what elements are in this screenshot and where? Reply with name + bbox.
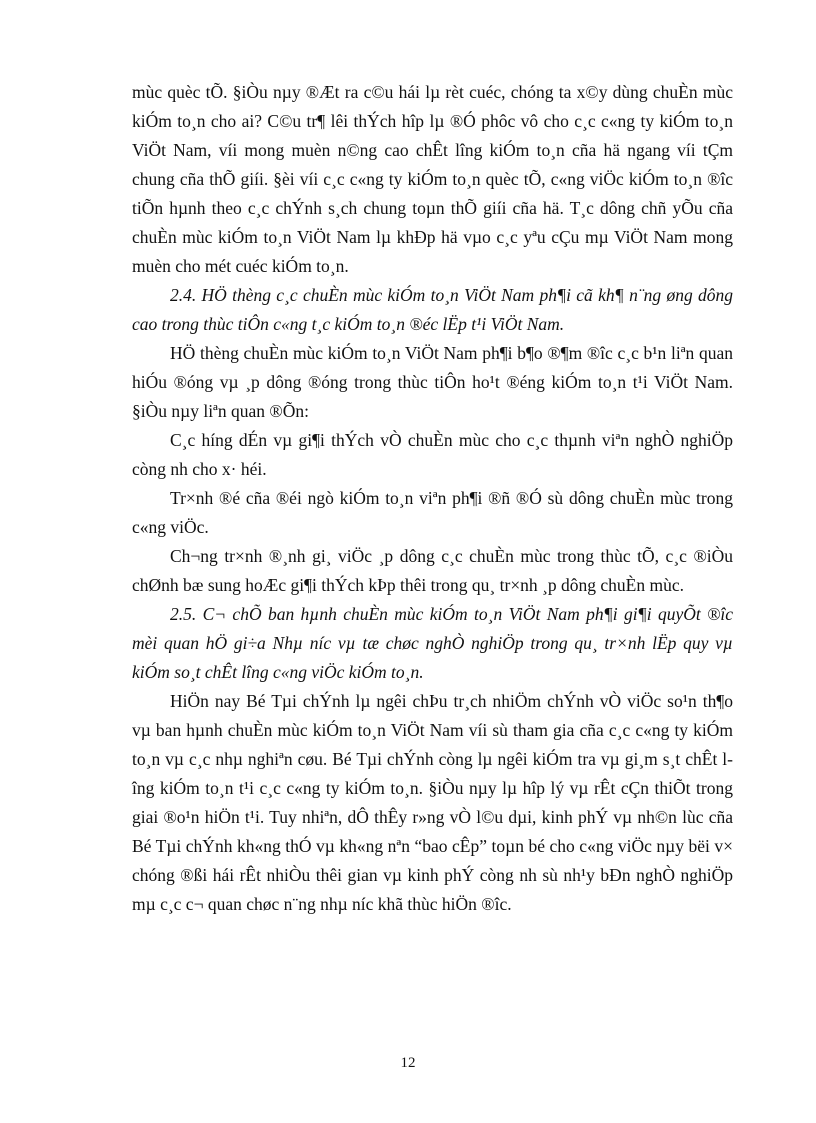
section-heading-2-4: 2.4. HÖ thèng c¸c chuÈn mùc kiÓm to¸n ViÖt Nam ph¶i cã kh¶ n¨ng øng dông cao trong thùc tiÔn c«ng t¸c kiÓm to¸n ®éc lËp t¹i ViÖt Nam. [132, 285, 733, 334]
paragraph-system-understanding: HÖ thèng chuÈn mùc kiÓm to¸n ViÖt Nam ph¶i b¶o ®¶m ®îc c¸c b¹n liªn quan hiÓu ®óng vµ ¸p dông ®óng trong thùc tiÔn ho¹t ®éng kiÓm to¸n t¹i ViÖt Nam. §iÒu nµy liªn quan ®Õn: [132, 343, 733, 421]
section-heading-2-5: 2.5. C¬ chÕ ban hµnh chuÈn mùc kiÓm to¸n ViÖt Nam ph¶i gi¶i quyÕt ®îc mèi quan hÖ gi÷a Nhµ níc vµ tæ chøc nghÒ nghiÖp trong qu¸ tr×nh lËp quy vµ kiÓm so¸t chÊt lîng c«ng viÖc kiÓm to¸n. [132, 604, 733, 682]
document-body [132, 78, 733, 919]
page-number: 12 [400, 1055, 416, 1071]
paragraph-ministry-role: HiÖn nay Bé Tµi chÝnh lµ ngêi chÞu tr¸ch nhiÖm chÝnh vÒ viÖc so¹n th¶o vµ ban hµnh chuÈn mùc kiÓm to¸n ViÖt Nam víi sù tham gia cña c¸c c«ng ty kiÓm to¸n vµ c¸c nhµ nghiªn cøu. Bé Tµi chÝnh còng lµ ngêi kiÓm tra vµ gi¸m s¸t chÊt lîng kiÓm to¸n t¹i c¸c c«ng ty kiÓm to¸n. §iÒu nµy lµ hîp lý vµ rÊt cÇn thiÕt trong giai ®o¹n hiÖn t¹i. Tuy nhiªn, dÔ thÊy r»ng vÒ l©u dµi, kinh phÝ vµ nh©n lùc cña Bé Tµi chÝnh kh«ng thÓ vµ kh«ng nªn “bao cÊp” toµn bé cho c«ng viÖc nµy bëi v× chóng ®ßi hái rÊt nhiÒu thêi gian vµ kinh phÝ còng nh sù nh¹y bÐn nghÒ nghiÖp mµ c¸c c¬ quan chøc n¨ng nhµ níc khã thùc hiÖn ®îc. [132, 691, 733, 914]
paragraph-evaluation-program: Ch¬ng tr×nh ®¸nh gi¸ viÖc ¸p dông c¸c chuÈn mùc trong thùc tÕ, c¸c ®iÒu chØnh bæ sung hoÆc gi¶i thÝch kÞp thêi trong qu¸ tr×nh ¸p dông chuÈn mùc. [132, 546, 733, 595]
paragraph-guidance: C¸c híng dÉn vµ gi¶i thÝch vÒ chuÈn mùc cho c¸c thµnh viªn nghÒ nghiÖp còng nh cho x· héi. [132, 430, 733, 479]
paragraph-intro: mùc quèc tÕ. §iÒu nµy ®Æt ra c©u hái lµ rèt cuéc, chóng ta x©y dùng chuÈn mùc kiÓm to¸n cho ai? C©u tr¶ lêi thÝch hîp lµ ®Ó phôc vô cho c¸c c«ng ty kiÓm to¸n ViÖt Nam, víi mong muèn n©ng cao chÊt lîng kiÓm to¸n cña hä ngang víi tÇm chung cña thÕ giíi. §èi víi c¸c c«ng ty kiÓm to¸n quèc tÕ, c«ng viÖc kiÓm to¸n ®îc tiÕn hµnh theo c¸c chÝnh s¸ch chung toµn thÕ giíi cña hä. T¸c dông chñ yÕu cña chuÈn mùc kiÓm to¸n ViÖt Nam lµ khÐp hä vµo c¸c yªu cÇu mµ ViÖt Nam mong muèn cho mét cuéc kiÓm to¸n. [132, 82, 733, 276]
paragraph-auditor-competence: Tr×nh ®é cña ®éi ngò kiÓm to¸n viªn ph¶i ®ñ ®Ó sù dông chuÈn mùc trong c«ng viÖc. [132, 488, 733, 537]
